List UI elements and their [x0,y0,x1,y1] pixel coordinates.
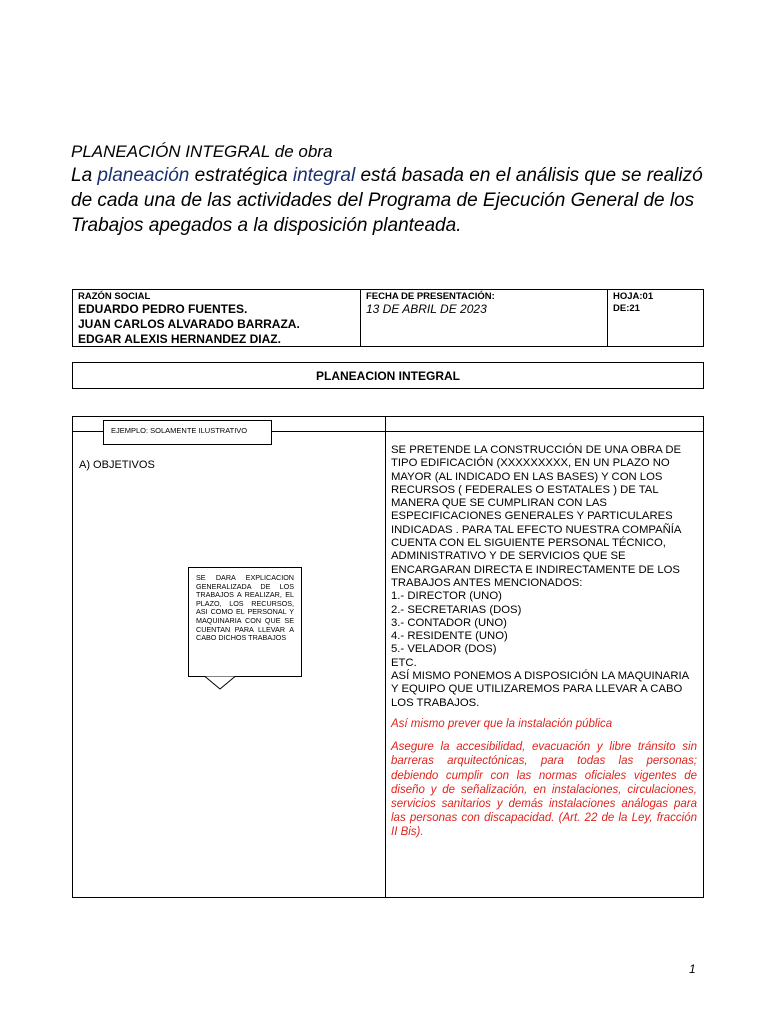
fecha-label: FECHA DE PRESENTACIÓN: [366,291,495,302]
description-line: LOS TRABAJOS. [391,696,480,709]
callout-pointer-icon [203,676,239,691]
company-name: EDGAR ALEXIS HERNANDEZ DIAZ. [78,332,281,346]
description-line: RECURSOS ( FEDERALES O ESTATALES ) DE TAL [391,483,659,496]
intro-paragraph [71,163,711,238]
example-tag: EJEMPLO: SOLAMENTE ILUSTRATIVO [103,420,272,445]
intro-highlight-integral: integral [292,165,356,186]
company-name: EDUARDO PEDRO FUENTES. [78,302,248,316]
description-line: TIPO EDIFICACIÓN (XXXXXXXXX, EN UN PLAZO NO [391,457,670,470]
intro-highlight-planeacion: planeación [97,165,190,186]
description-line: 1.- DIRECTOR (UNO) [391,590,502,603]
description-line: 2.- SECRETARIAS (DOS) [391,603,522,616]
description-line: CUENTA CON EL SIGUIENTE PERSONAL TÉCNICO, [391,537,666,550]
description-line: ETC. [391,656,417,669]
company-names [78,302,355,347]
intro-word-estrategica: estratégica [194,165,288,186]
red-note-2: Asegure la accesibilidad, evacuación y libre tránsito sin barreras arquitectónicas, para todas las personas; debiendo cumplir con las normas oficiales vigentes de diseño y de señalización, en instalaciones, circulaciones, servicios sanitarios y demás instalaciones análogas para las personas con discapacidad. (Art. 22 de la Ley, fracción II Bis). [391,741,697,839]
description-line: MANERA QUE SE CUMPLIRAN CON LAS [391,497,607,510]
description-line: Y EQUIPO QUE UTILIZAREMOS PARA LLEVAR A CABO [391,683,683,696]
callout-box: SE DARA EXPLICACION GENERALIZADA DE LOS TRABAJOS A REALIZAR, EL PLAZO, LOS RECURSOS, ASI COMO EL PERSONAL Y MAQUINARIA CON QUE SE CUENTAN PARA LLEVAR A CABO DICHOS TRABAJOS [188,567,302,677]
description-line: ENCARGARAN DIRECTA E INDIRECTAMENTE DE LOS [391,563,680,576]
fecha-value: 13 DE ABRIL DE 2023 [366,302,487,316]
description-line: TRABAJOS ANTES MENCIONADOS: [391,576,583,589]
description-line: 5.- VELADOR (DOS) [391,643,497,656]
hoja-label: HOJA:01 [613,291,654,302]
section-title: PLANEACION INTEGRAL [316,368,460,383]
description-line: 3.- CONTADOR (UNO) [391,616,507,629]
description-line: 4.- RESIDENTE (UNO) [391,630,508,643]
intro-word-la: La [71,165,93,186]
description-line: SE PRETENDE LA CONSTRUCCIÓN DE UNA OBRA DE [391,444,682,456]
description-lines [391,444,697,710]
razon-social-cell [73,290,360,346]
description-line: ASÍ MISMO PONEMOS A DISPOSICIÓN LA MAQUINARIA [391,670,690,683]
objetivos-text [391,444,697,840]
company-name: JUAN CARLOS ALVARADO BARRAZA. [78,317,300,331]
intro-rest: está basada en el análisis que se realizó de cada una de las actividades del Programa de Ejecución General de los Trabajos apegados a la disposición planteada. [71,165,703,236]
main-table [72,416,704,898]
description-line: MAYOR (AL INDICADO EN LAS BASES) Y CON LOS [391,470,663,483]
hoja-cell [607,290,703,346]
header-table [72,289,704,347]
de-label: DE:21 [613,303,640,314]
razon-social-label: RAZÓN SOCIAL [78,291,151,302]
page-number: 1 [689,962,696,976]
fecha-cell [360,290,607,346]
description-line: INDICADAS . PARA TAL EFECTO NUESTRA COMPAÑÍA [391,523,682,536]
objetivos-label: A) OBJETIVOS [79,459,155,471]
red-note-1: Así mismo prever que la instalación pública [391,717,613,730]
description-line: ADMINISTRATIVO Y DE SERVICIOS QUE SE [391,550,626,563]
column-divider [385,417,386,897]
section-title-box [72,362,704,389]
description-line: ESPECIFICACIONES GENERALES Y PARTICULARES [391,510,673,523]
intro-heading: PLANEACIÓN INTEGRAL de obra [71,142,333,161]
intro-section [71,141,711,238]
